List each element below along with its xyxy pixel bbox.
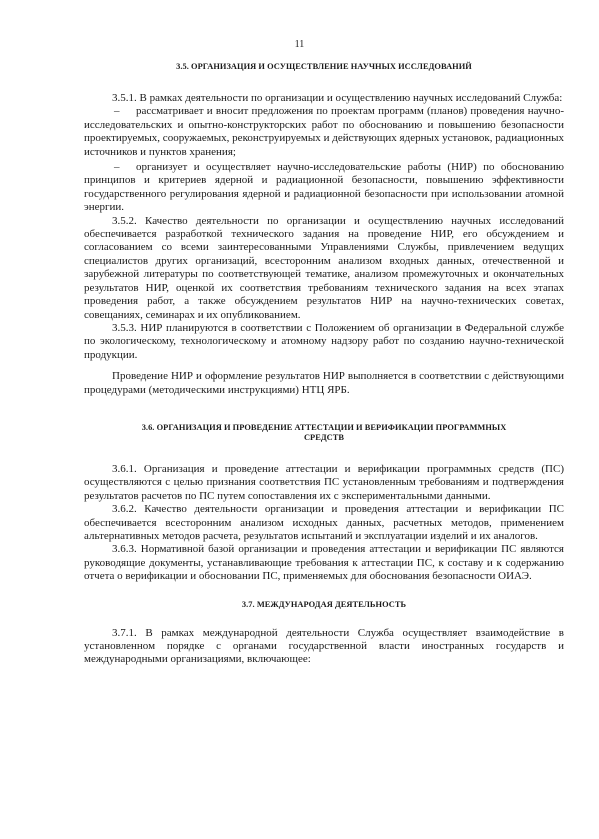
page-number: 11	[294, 39, 305, 50]
paragraph-3-6-2: 3.6.2. Качество деятельности организации и проведения аттестации и верификации ПС обеспечивается всесторонним анализом исходных данных, расчетных методов, применением альтернативных методов расчета, результатов испытаний и эксплуатации изделий и их аналогов.	[84, 503, 564, 542]
list-item-text: организует и осуществляет научно-исследовательские работы (НИР) по обоснованию принципов и критериев ядерной и радиационной безопасности, повышению эффективности государственного регулирования ядерной и радиационной безопасности при использовании атомной энергии.	[84, 161, 564, 214]
paragraph-3-7-1: 3.7.1. В рамках международной деятельности Служба осуществляет взаимодействие в установленном порядке с органами государственной власти иностранных государств и международными организациями, включающее:	[84, 626, 564, 666]
paragraph-3-5-3: 3.5.3. НИР планируются в соответствии с Положением об организации в Федеральной службе по экологическому, технологическому и атомному надзору работ по созданию научно-технической продукции.	[84, 321, 564, 361]
paragraph-3-5-1: 3.5.1. В рамках деятельности по организации и осуществлению научных исследований Служба:	[112, 92, 563, 104]
section-3-6-heading-line2: СРЕДСТВ	[303, 432, 345, 442]
paragraph-3-5-2: 3.5.2. Качество деятельности по организации и осуществлению научных исследований обеспечивается разработкой технического задания на проведение НИР, его обсуждением и согласованием со всеми заинтересованными Управлениями Службы, привлечением ведущих специалистов других организаций, всесторонним анализом входных данных, отечественной и зарубежной литературы по соответствующей тематике, анализом промежуточных и окончательных результатов НИР, оценкой их соответствия требованиям технического задания на всех этапах проведения работ, а также обсуждением результатов НИР на научно-технических советах, совещаниях, семинарах и их опубликованием.	[84, 214, 564, 321]
section-3-6-heading	[84, 423, 564, 443]
paragraph-nir-procedures: Проведение НИР и оформление результатов НИР выполняется в соответствии с действующими процедурами (методическими инструкциями) НТЦ ЯРБ.	[84, 370, 564, 396]
dash-marker: –	[114, 105, 120, 118]
paragraph-3-6-1: 3.6.1. Организация и проведение аттестации и верификации программных средств (ПС) осуществляются с целью признания соответствия ПС установленным требованиям и подтверждения результатов расчетов по ПС путем сопоставления их с экспериментальными данными.	[84, 462, 564, 502]
section-3-5-heading: 3.5. ОРГАНИЗАЦИЯ И ОСУЩЕСТВЛЕНИЕ НАУЧНЫХ ИССЛЕДОВАНИЙ	[176, 62, 472, 71]
page-content	[84, 58, 564, 667]
paragraph-3-6-3: 3.6.3. Нормативной базой организации и проведения аттестации и верификации ПС являются руководящие документы, устанавливающие требования к аттестации ПС, к составу и к содержанию отчета о верификации и обосновании ПС, применяемых для обоснования безопасности ОИАЭ.	[84, 543, 564, 583]
list-item	[84, 161, 564, 215]
section-3-6-heading-line1: 3.6. ОРГАНИЗАЦИЯ И ПРОВЕДЕНИЕ АТТЕСТАЦИИ И ВЕРИФИКАЦИИ ПРОГРАММНЫХ	[141, 422, 507, 432]
list-item	[84, 105, 564, 159]
section-3-7-heading: 3.7. МЕЖДУНАРОДАЯ ДЕЯТЕЛЬНОСТЬ	[241, 599, 407, 609]
dash-marker: –	[114, 161, 120, 174]
list-item-text: рассматривает и вносит предложения по проектам программ (планов) проведения научно-исследовательских и опытно-конструкторских работ по обоснованию и повышению безопасности проектируемых, сооружаемых, реконструируемых и действующих ядерных установок, радиационных источников и пунктов хранения;	[84, 105, 564, 158]
